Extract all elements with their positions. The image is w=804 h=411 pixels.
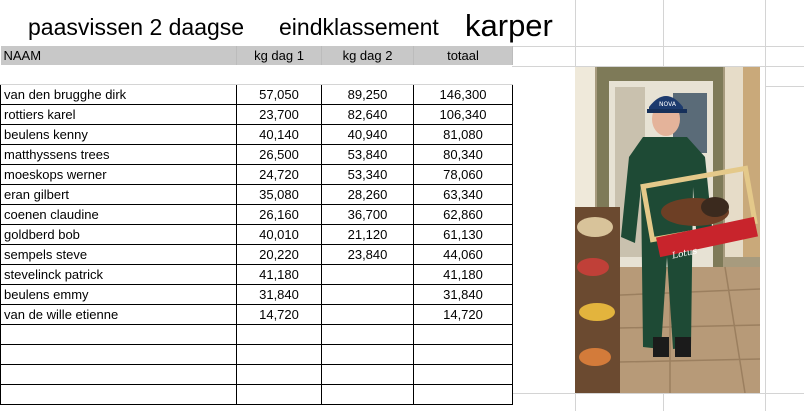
table-row [1,165,513,185]
cell-name[interactable] [1,345,237,365]
cell-kg-day1[interactable]: 26,160 [237,205,322,225]
sheet-gridline [765,0,766,411]
cell-kg-day1[interactable]: 26,500 [237,145,322,165]
cell-kg-day1[interactable]: 24,720 [237,165,322,185]
table-row [1,265,513,285]
header-day2[interactable]: kg dag 2 [322,46,414,65]
table-cell[interactable] [237,65,322,85]
table-row [1,385,513,405]
basket-label: Lotus [671,246,699,262]
table-row [1,225,513,245]
cell-total[interactable]: 14,720 [414,305,513,325]
table-row [1,145,513,165]
cell-name[interactable]: van den brugghe dirk [1,85,237,105]
cell-name[interactable] [1,385,237,405]
cell-kg-day1[interactable] [237,365,322,385]
results-table [0,46,513,405]
cell-kg-day2[interactable] [322,365,414,385]
header-name[interactable]: NAAM [1,46,237,65]
sheet-title [0,8,560,46]
sheet-gridline [765,86,804,87]
cell-kg-day2[interactable]: 53,340 [322,165,414,185]
cell-kg-day2[interactable]: 23,840 [322,245,414,265]
table-row [1,105,513,125]
table-row [1,325,513,345]
header-total[interactable]: totaal [414,46,513,65]
cell-kg-day2[interactable] [322,385,414,405]
header-row [1,46,513,65]
title-species: karper [465,8,553,43]
cell-total[interactable]: 81,080 [414,125,513,145]
cell-kg-day1[interactable] [237,385,322,405]
cell-kg-day1[interactable]: 31,840 [237,285,322,305]
table-row [1,125,513,145]
header-day1[interactable]: kg dag 1 [237,46,322,65]
cell-total[interactable] [414,345,513,365]
cell-name[interactable] [1,325,237,345]
cell-name[interactable]: coenen claudine [1,205,237,225]
title-ranking: eindklassement [279,14,439,40]
cell-kg-day1[interactable] [237,325,322,345]
table-row [1,285,513,305]
cell-total[interactable]: 146,300 [414,85,513,105]
cell-name[interactable]: sempels steve [1,245,237,265]
cell-kg-day2[interactable]: 21,120 [322,225,414,245]
spacer-row [1,65,513,85]
cell-kg-day1[interactable]: 40,140 [237,125,322,145]
table-cell[interactable] [414,65,513,85]
table-cell[interactable] [322,65,414,85]
cell-total[interactable] [414,325,513,345]
cell-total[interactable]: 31,840 [414,285,513,305]
table-cell[interactable] [1,65,237,85]
cell-name[interactable]: goldberd bob [1,225,237,245]
cell-kg-day2[interactable] [322,285,414,305]
cell-total[interactable]: 80,340 [414,145,513,165]
cell-total[interactable] [414,385,513,405]
cell-total[interactable]: 41,180 [414,265,513,285]
winner-photo [575,67,760,393]
table-row [1,205,513,225]
cell-kg-day2[interactable] [322,325,414,345]
photo-image [575,67,760,393]
cell-kg-day1[interactable]: 57,050 [237,85,322,105]
cell-kg-day2[interactable]: 28,260 [322,185,414,205]
cell-kg-day1[interactable]: 40,010 [237,225,322,245]
cap-logo: NOVA [659,101,676,108]
cell-name[interactable]: eran gilbert [1,185,237,205]
cell-total[interactable]: 106,340 [414,105,513,125]
table-row [1,365,513,385]
cell-name[interactable]: stevelinck patrick [1,265,237,285]
cell-kg-day1[interactable]: 35,080 [237,185,322,205]
cell-kg-day2[interactable] [322,345,414,365]
cell-kg-day1[interactable]: 20,220 [237,245,322,265]
sheet-gridline [512,393,804,394]
cell-total[interactable] [414,365,513,385]
table-row [1,305,513,325]
cell-kg-day2[interactable]: 82,640 [322,105,414,125]
table-row [1,185,513,205]
cell-kg-day1[interactable]: 14,720 [237,305,322,325]
cell-kg-day2[interactable]: 89,250 [322,85,414,105]
cell-name[interactable] [1,365,237,385]
cell-name[interactable]: beulens kenny [1,125,237,145]
cell-name[interactable]: van de wille etienne [1,305,237,325]
cell-kg-day2[interactable] [322,265,414,285]
cell-kg-day2[interactable]: 53,840 [322,145,414,165]
table-row [1,345,513,365]
cell-total[interactable]: 78,060 [414,165,513,185]
cell-name[interactable]: rottiers karel [1,105,237,125]
table-row [1,245,513,265]
cell-name[interactable]: moeskops werner [1,165,237,185]
cell-kg-day1[interactable]: 23,700 [237,105,322,125]
cell-kg-day2[interactable] [322,305,414,325]
cell-kg-day2[interactable]: 36,700 [322,205,414,225]
cell-kg-day1[interactable] [237,345,322,365]
table-row [1,85,513,105]
cell-total[interactable]: 44,060 [414,245,513,265]
cell-total[interactable]: 63,340 [414,185,513,205]
title-event: paasvissen 2 daagse [28,14,245,40]
cell-kg-day1[interactable]: 41,180 [237,265,322,285]
cell-name[interactable]: matthyssens trees [1,145,237,165]
cell-name[interactable]: beulens emmy [1,285,237,305]
sheet-gridline [512,46,804,47]
cell-total[interactable]: 62,860 [414,205,513,225]
cell-total[interactable]: 61,130 [414,225,513,245]
cell-kg-day2[interactable]: 40,940 [322,125,414,145]
